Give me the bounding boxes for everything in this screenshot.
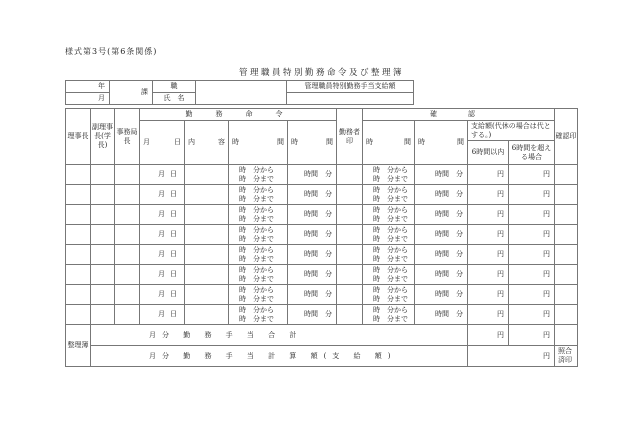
worker-seal-cell[interactable]	[337, 165, 363, 185]
vice-chairman-seal[interactable]	[91, 205, 115, 225]
allowance-amount-field[interactable]	[287, 93, 414, 105]
within-6h-cell[interactable]: 円	[468, 305, 509, 325]
table-row	[66, 305, 578, 325]
conf-duration-cell[interactable]: 時間 分	[415, 225, 468, 245]
calc-amount[interactable]: 円	[468, 346, 555, 367]
table-row	[66, 245, 578, 265]
section-field[interactable]: 課	[110, 81, 153, 105]
vice-chairman-seal[interactable]	[91, 285, 115, 305]
total-seal[interactable]	[555, 325, 578, 346]
calc-label: 月分 勤 務 手 当 計 算 額(支 給 額)	[91, 346, 468, 367]
chairman-seal[interactable]	[66, 225, 91, 245]
confirm-seal-cell[interactable]	[555, 205, 578, 225]
month-day-cell[interactable]: 月 日	[140, 305, 185, 325]
month-day-header: 月 日	[140, 121, 185, 165]
confirm-seal-cell[interactable]	[555, 165, 578, 185]
over-6h-cell[interactable]: 円	[509, 165, 555, 185]
secretary-seal[interactable]	[115, 265, 140, 285]
content-cell[interactable]	[185, 265, 229, 285]
within-6h-cell[interactable]: 円	[468, 285, 509, 305]
verified-seal[interactable]: 照合済印	[555, 346, 578, 367]
content-cell[interactable]	[185, 225, 229, 245]
form-id: 様式第3号(第6条関係)	[65, 47, 158, 56]
secretary-seal[interactable]	[115, 225, 140, 245]
time-range-cell[interactable]: 時 分から 時 分まで	[229, 225, 288, 245]
payment-amount-header: 支給額(代休の場合は代とする。)	[468, 121, 555, 141]
over-6h-cell[interactable]: 円	[509, 285, 555, 305]
table-row	[66, 285, 578, 305]
confirm-seal-cell[interactable]	[555, 285, 578, 305]
month-day-cell[interactable]: 月 日	[140, 185, 185, 205]
within-6h-cell[interactable]: 円	[468, 225, 509, 245]
chairman-seal[interactable]	[66, 165, 91, 185]
conf-duration-cell[interactable]: 時間 分	[415, 185, 468, 205]
conf-time-range-cell[interactable]: 時 分から 時 分まで	[363, 205, 415, 225]
secretary-seal[interactable]	[115, 205, 140, 225]
secretary-seal[interactable]	[115, 185, 140, 205]
header-table	[65, 80, 414, 105]
over-6h-cell[interactable]: 円	[509, 205, 555, 225]
confirmation-header: 確 認	[363, 109, 555, 121]
conf-duration-cell[interactable]: 時間 分	[415, 285, 468, 305]
conf-time-range-cell[interactable]: 時 分から 時 分まで	[363, 185, 415, 205]
duration-cell[interactable]: 時間 分	[288, 205, 337, 225]
time-range-cell[interactable]: 時 分から 時 分まで	[229, 265, 288, 285]
duration-cell[interactable]: 時間 分	[288, 245, 337, 265]
worker-seal-cell[interactable]	[337, 225, 363, 245]
confirm-seal-cell[interactable]	[555, 185, 578, 205]
content-cell[interactable]	[185, 205, 229, 225]
duration-cell[interactable]: 時間 分	[288, 225, 337, 245]
over-6h-cell[interactable]: 円	[509, 265, 555, 285]
vice-chairman-seal[interactable]	[91, 265, 115, 285]
secretary-seal[interactable]	[115, 285, 140, 305]
duration-cell[interactable]: 時間 分	[288, 305, 337, 325]
time-range-cell[interactable]: 時 分から 時 分まで	[229, 285, 288, 305]
chairman-seal[interactable]	[66, 285, 91, 305]
secretary-general-header: 事務局長	[115, 109, 140, 165]
worker-seal-cell[interactable]	[337, 185, 363, 205]
page-title: 管理職員特別勤務命令及び整理簿	[239, 68, 405, 78]
confirm-seal-cell[interactable]	[555, 225, 578, 245]
name-label: 氏 名	[153, 93, 196, 105]
conf-duration-cell[interactable]: 時間 分	[415, 305, 468, 325]
confirm-seal-cell[interactable]	[555, 305, 578, 325]
within-6h-cell[interactable]: 円	[468, 265, 509, 285]
conf-time-range-cell[interactable]: 時 分から 時 分まで	[363, 305, 415, 325]
chairman-seal[interactable]	[66, 305, 91, 325]
conf-time-range-cell[interactable]: 時 分から 時 分まで	[363, 245, 415, 265]
worker-seal-cell[interactable]	[337, 245, 363, 265]
content-cell[interactable]	[185, 305, 229, 325]
year-field[interactable]: 年	[66, 81, 110, 93]
conf-time2-header: 時 間	[415, 121, 468, 165]
duty-order-header: 勤 務 命 令	[140, 109, 337, 121]
table-row	[66, 185, 578, 205]
time-range-cell[interactable]: 時 分から 時 分まで	[229, 305, 288, 325]
over-6h-cell[interactable]: 円	[509, 225, 555, 245]
over-6h-cell[interactable]: 円	[509, 185, 555, 205]
duration-cell[interactable]: 時間 分	[288, 285, 337, 305]
month-day-cell[interactable]: 月 日	[140, 245, 185, 265]
content-header: 内 容	[185, 121, 229, 165]
confirm-seal-cell[interactable]	[555, 245, 578, 265]
name-field[interactable]	[196, 81, 287, 105]
conf-time-range-cell[interactable]: 時 分から 時 分まで	[363, 225, 415, 245]
time-range-cell[interactable]: 時 分から 時 分まで	[229, 185, 288, 205]
conf-duration-cell[interactable]: 時間 分	[415, 265, 468, 285]
conf-time-range-cell[interactable]: 時 分から 時 分まで	[363, 265, 415, 285]
secretary-seal[interactable]	[115, 245, 140, 265]
over-6h-cell[interactable]: 円	[509, 305, 555, 325]
content-cell[interactable]	[185, 185, 229, 205]
position-label: 職	[153, 81, 196, 93]
month-day-cell[interactable]: 月 日	[140, 265, 185, 285]
content-cell[interactable]	[185, 165, 229, 185]
worker-seal-cell[interactable]	[337, 265, 363, 285]
time2-header: 時 間	[288, 121, 337, 165]
within-6h-cell[interactable]: 円	[468, 245, 509, 265]
month-field[interactable]: 月	[66, 93, 110, 105]
within-6h-cell[interactable]: 円	[468, 185, 509, 205]
chairman-seal[interactable]	[66, 205, 91, 225]
conf-time1-header: 時 間	[363, 121, 415, 165]
vice-chairman-seal[interactable]	[91, 185, 115, 205]
chairman-seal[interactable]	[66, 185, 91, 205]
time-range-cell[interactable]: 時 分から 時 分まで	[229, 165, 288, 185]
vice-chairman-seal[interactable]	[91, 225, 115, 245]
vice-chairman-seal[interactable]	[91, 305, 115, 325]
time-range-cell[interactable]: 時 分から 時 分まで	[229, 205, 288, 225]
table-row	[66, 225, 578, 245]
vice-chairman-header: 副理事長(学長)	[91, 109, 115, 165]
chairman-header: 理事長	[66, 109, 91, 165]
over-6h-cell[interactable]: 円	[509, 245, 555, 265]
time-range-cell[interactable]: 時 分から 時 分まで	[229, 245, 288, 265]
worker-seal-header: 勤務者印	[337, 109, 363, 165]
confirm-seal-header: 確認印	[555, 109, 578, 165]
total-label: 月分 勤 務 手 当 合 計	[91, 325, 468, 346]
within-6h-cell[interactable]: 円	[468, 165, 509, 185]
worker-seal-cell[interactable]	[337, 305, 363, 325]
conf-duration-cell[interactable]: 時間 分	[415, 245, 468, 265]
worker-seal-cell[interactable]	[337, 205, 363, 225]
duty-table	[65, 108, 578, 367]
table-row	[66, 165, 578, 185]
content-cell[interactable]	[185, 245, 229, 265]
vice-chairman-seal[interactable]	[91, 245, 115, 265]
table-row	[66, 205, 578, 225]
worker-seal-cell[interactable]	[337, 285, 363, 305]
month-day-cell[interactable]: 月 日	[140, 165, 185, 185]
conf-time-range-cell[interactable]: 時 分から 時 分まで	[363, 165, 415, 185]
within-6h-header: 6時間以内	[468, 141, 509, 165]
over-6h-header: 6時間を超える場合	[509, 141, 555, 165]
allowance-label: 管理職員特別勤務手当支給額	[287, 81, 414, 93]
ledger-label: 整理簿	[66, 325, 91, 367]
confirm-seal-cell[interactable]	[555, 265, 578, 285]
duration-cell[interactable]: 時間 分	[288, 185, 337, 205]
chairman-seal[interactable]	[66, 245, 91, 265]
secretary-seal[interactable]	[115, 165, 140, 185]
chairman-seal[interactable]	[66, 265, 91, 285]
month-day-cell[interactable]: 月 日	[140, 285, 185, 305]
conf-duration-cell[interactable]: 時間 分	[415, 205, 468, 225]
time1-header: 時 間	[229, 121, 288, 165]
month-day-cell[interactable]: 月 日	[140, 205, 185, 225]
month-day-cell[interactable]: 月 日	[140, 225, 185, 245]
duration-cell[interactable]: 時間 分	[288, 265, 337, 285]
total-within-6h[interactable]: 円	[468, 325, 509, 346]
total-over-6h[interactable]: 円	[509, 325, 555, 346]
duration-cell[interactable]: 時間 分	[288, 165, 337, 185]
table-row	[66, 265, 578, 285]
within-6h-cell[interactable]: 円	[468, 205, 509, 225]
secretary-seal[interactable]	[115, 305, 140, 325]
conf-duration-cell[interactable]: 時間 分	[415, 165, 468, 185]
vice-chairman-seal[interactable]	[91, 165, 115, 185]
content-cell[interactable]	[185, 285, 229, 305]
conf-time-range-cell[interactable]: 時 分から 時 分まで	[363, 285, 415, 305]
